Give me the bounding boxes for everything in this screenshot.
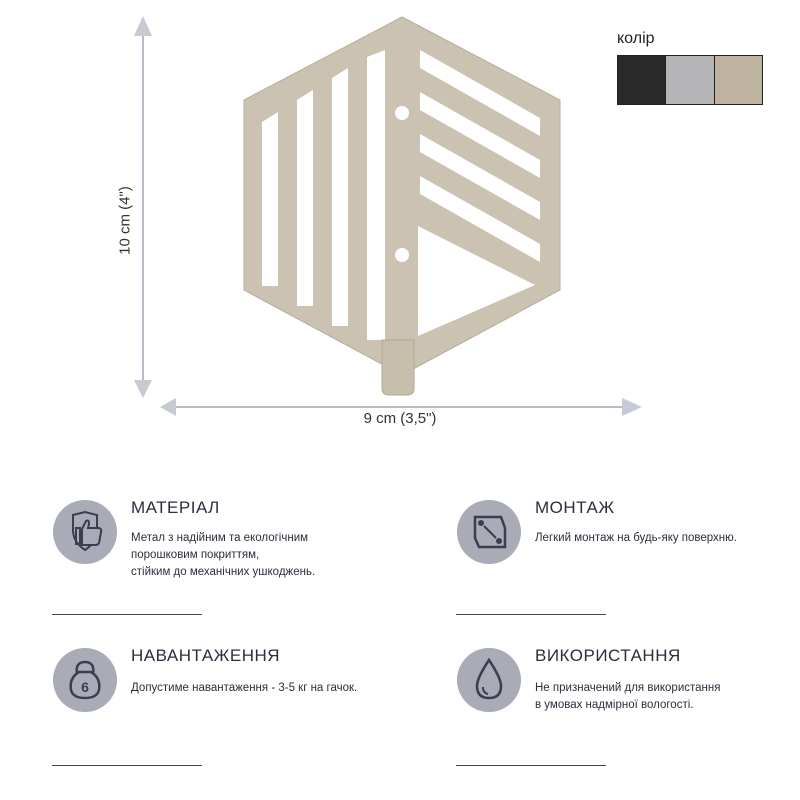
usage-description: Не призначений для використання в умовах надмірної вологості. <box>535 682 721 711</box>
load-description: Допустиме навантаження - 3-5 кг на гачок. <box>131 682 358 694</box>
mounting-divider <box>456 614 606 615</box>
water-drop-icon <box>457 648 521 712</box>
mounting-plate-icon <box>457 500 521 564</box>
kettlebell-icon <box>53 648 117 712</box>
color-swatch-gray[interactable] <box>665 56 713 104</box>
mounting-description: Легкий монтаж на будь-яку поверхню. <box>535 532 737 544</box>
material-divider <box>52 614 202 615</box>
color-swatches <box>617 55 763 105</box>
load-title: НАВАНТАЖЕННЯ <box>131 646 281 665</box>
thumbs-up-shield-icon <box>53 500 117 564</box>
color-swatch-beige[interactable] <box>714 56 762 104</box>
hook-body <box>244 17 560 375</box>
mounting-title: МОНТАЖ <box>535 498 615 517</box>
svg-text:6: 6 <box>81 679 89 695</box>
material-description: Метал з надійним та екологічним порошковим покриттям, стійким до механічних ушкоджень. <box>131 532 316 578</box>
color-legend-label: колір <box>617 30 655 47</box>
hook-plate <box>244 17 560 375</box>
material-title: МАТЕРІАЛ <box>131 498 220 517</box>
width-dimension-label: 9 cm (3,5") <box>363 410 437 427</box>
color-swatch-black[interactable] <box>618 56 665 104</box>
height-dimension-label: 10 cm (4") <box>116 186 134 255</box>
usage-divider <box>456 765 606 766</box>
usage-title: ВИКОРИСТАННЯ <box>535 646 681 665</box>
hook-tab <box>382 340 414 395</box>
load-divider <box>52 765 202 766</box>
